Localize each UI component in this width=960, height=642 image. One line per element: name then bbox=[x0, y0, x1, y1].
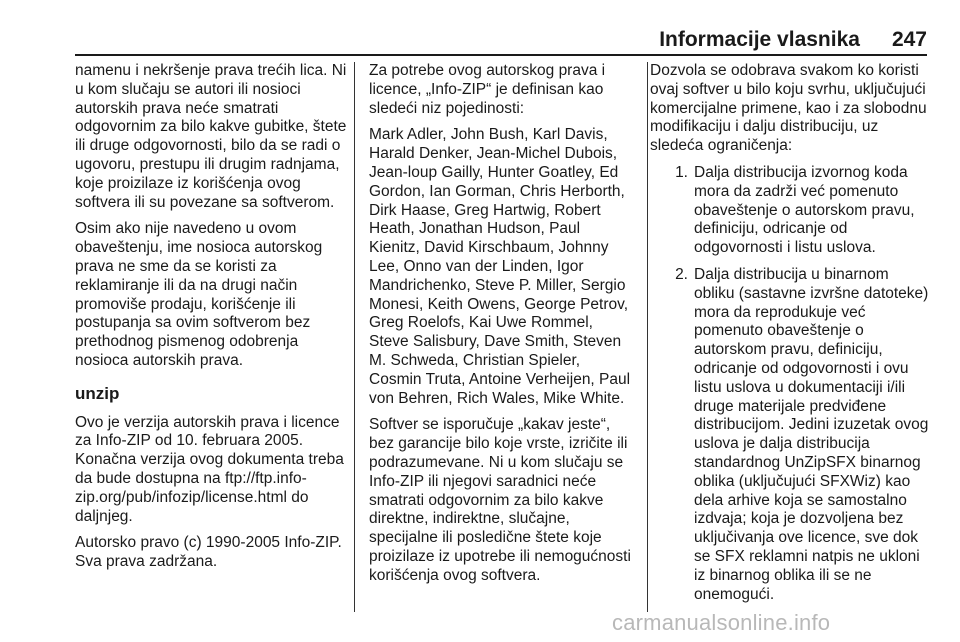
paragraph: Osim ako nije navedeno u ovom obaveštenju, ime nosioca autorskog prava ne sme da se koristi za reklamiranje ili da na drugi način promoviše prodaju, korišćenje ili postupanja sa ovim softverom bez prethodnog pismenog odobrenja nosioca autorskih prava. bbox=[75, 220, 323, 369]
paragraph: Mark Adler, John Bush, Karl Davis, Harald Denker, Jean-Michel Dubois, Jean-loup Gailly, Hunter Goatley, Ed Gordon, Ian Gorman, Chris Herborth, Dirk Haase, Greg Hartwig, Robert Heath, Jonathan Hudson, Paul Kienitz, David Kirschbaum, Johnny Lee, Onno van der Linden, Igor Mandrichenko, Steve P. Miller, Sergio Monesi, Keith Owens, George Petrov, Greg Roelofs, Kai Uwe Rommel, Steve Salisbury, Dave Smith, Steven M. Schweda, Christian Spieler, Cosmin Truta, Antoine Verheijen, Paul von Behren, Rich Wales, Mike White. bbox=[369, 126, 631, 407]
column-divider bbox=[354, 62, 355, 612]
paragraph: Ovo je verzija autorskih prava i licence za Info-ZIP od 10. februara 2005. Konačna verzija ovog dokumenta treba da bude dostupna na ftp://ftp.info-zip.org/pub/infozip/license.html do daljnjeg. bbox=[75, 413, 344, 525]
paragraph: Dozvola se odobrava svakom ko koristi ovaj softver u bilo koju svrhu, uključujući komercijalne primene, kao i za slobodnu modifikaciju i dalju distribuciju, uz sledeća ograničenja: bbox=[650, 62, 927, 155]
column-1 bbox=[75, 62, 347, 580]
paragraph: Za potrebe ovog autorskog prava i licence, „Info-ZIP“ je definisan kao sledeći niz pojedinosti: bbox=[369, 62, 606, 117]
conditions-list bbox=[650, 164, 930, 604]
column-2 bbox=[369, 62, 635, 594]
page-header bbox=[75, 26, 927, 54]
list-text: Dalja distribucija izvornog koda mora da zadrži već pomenuto obaveštenje o autorskom pravu, definiciju, odricanje od odgovornosti i listu uslova. bbox=[694, 163, 915, 257]
list-item bbox=[650, 266, 930, 604]
list-number: 2. bbox=[675, 265, 688, 283]
watermark: carmanualsonline.info bbox=[612, 610, 831, 635]
page-title: Informacije vlasnika bbox=[659, 28, 860, 51]
section-heading-unzip: unzip bbox=[75, 383, 120, 403]
list-number: 1. bbox=[675, 163, 688, 181]
page-number: 247 bbox=[891, 28, 927, 51]
column-divider bbox=[647, 62, 648, 612]
column-3 bbox=[650, 62, 930, 612]
paragraph: namenu i nekršenje prava trećih lica. Ni u kom slučaju se autori ili nosioci autorskih prava neće smatrati odgovornim za bilo kakve gubitke, štete ili druge odgovornosti, bilo da se radi o ugovoru, prestupu ili drugim radnjama, koje proizilaze iz korišćenja ovog softvera ili su povezane sa softverom. bbox=[75, 62, 347, 211]
list-item bbox=[650, 164, 930, 258]
paragraph: Autorsko pravo (c) 1990-2005 Info-ZIP. Sva prava zadržana. bbox=[75, 534, 342, 571]
header-rule bbox=[75, 54, 927, 56]
paragraph: Softver se isporučuje „kakav jeste“, bez garancije bilo koje vrste, izričite ili podrazumevane. Ni u kom slučaju se Info-ZIP ili njegovi saradnici neće smatrati odgovornim za bilo kakve direktne, indirektne, slučajne, specijalne ili posledične štete koje proizilaze iz upotrebe ili nemogućnosti korišćenja ovog softvera. bbox=[369, 416, 631, 584]
list-text: Dalja distribucija u binarnom obliku (sastavne izvršne datoteke) mora da reprodukuje već pomenuto obaveštenje o autorskom pravu, definiciju, odricanje od odgovornosti i ovu listu uslova u dokumentaciji i/ili druge materijale predviđene distribucijom. Jedini izuzetak ovog uslova je dalja distribucija standardnog UnZipSFX binarnog oblika (uključujući SFXWiz) kao dela arhive koja se samostalno izdvaja; koja je dozvoljena bez uključivanja ove licence, sve dok se SFX reklamni natpis ne ukloni iz binarnog oblika ili se ne onemogući. bbox=[694, 265, 929, 603]
